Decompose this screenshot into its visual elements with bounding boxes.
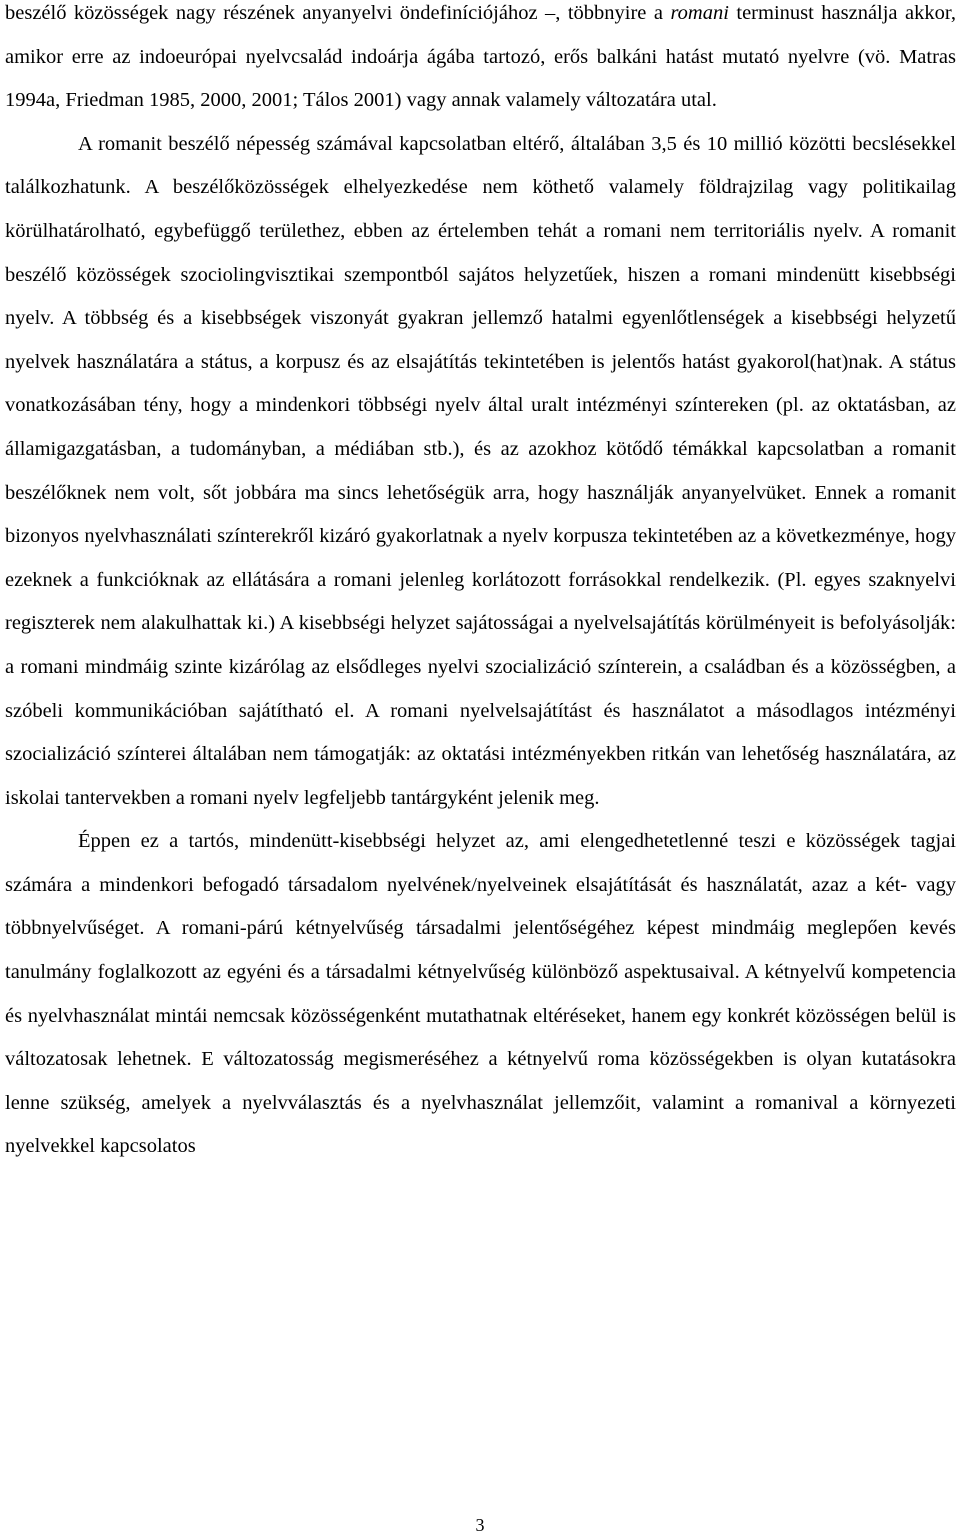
italic-term: romani [670,2,729,24]
page-number: 3 [475,1515,485,1535]
text-segment: beszélő közösségek nagy részének anyanyelvi öndefiníciójához –, többnyire a [5,2,671,24]
text-segment: terminust használja akkor, amikor erre az indoeurópai nyelvcsalád indoárja ágába tartozó, erős balkáni hatást mutató nyelvre (vö. Matras 1994a, Friedman 1985, 2000, 2001; Tálos 2001) vagy annak valamely változatára utal. [5,2,956,112]
body-text [5,0,956,1169]
paragraph-3 [5,820,956,1169]
paragraph-2 [5,123,956,821]
text-segment: A romanit beszélő népesség számával kapcsolatban eltérő, általában 3,5 és 10 millió közötti becslésekkel találkozhatunk. A beszélőközösségek elhelyezkedése nem köthető valamely földrajzilag vagy politikailag körülhatárolható, egybefüggő területhez, ebben az értelemben tehát a romani nem territoriális nyelv. A romanit beszélő közösségek szociolingvisztikai szempontból sajátos helyzetűek, hiszen a romani mindenütt kisebbségi nyelv. A többség és a kisebbségek viszonyát gyakran jellemző hatalmi egyenlőtlenségek a kisebbségi helyzetű nyelvek használatára a státus, a korpusz és az elsajátítás tekintetében is jelentős hatást gyakorol(hat)nak. A státus vonatkozásában tény, hogy a mindenkori többségi nyelv által uralt intézményi színtereken (pl. az oktatásban, az államigazgatásban, a tudományban, a médiában stb.), és az azokhoz kötődő témákkal kapcsolatban a romanit beszélőknek nem volt, sőt jobbára ma sincs lehetőségük arra, hogy használják anyanyelvüket. Ennek a romanit bizonyos nyelvhasználati színterekről kizáró gyakorlatnak a nyelv korpusza tekintetében az a következménye, hogy ezeknek a funkcióknak az ellátására a romani jelenleg korlátozott forrásokkal rendelkezik. (Pl. egyes szaknyelvi regiszterek nem alakulhattak ki.) A kisebbségi helyzet sajátosságai a nyelvelsajátítás körülményeit is befolyásolják: a romani mindmáig szinte kizárólag az elsődleges nyelvi szocializáció színterein, a családban és a közösségben, a szóbeli kommunikációban sajátítható el. A romani nyelvelsajátítást és használatot a másodlagos intézményi szocializáció színterei általában nem támogatják: az oktatási intézményekben ritkán van lehetőség használatára, az iskolai tantervekben a romani nyelv legfeljebb tantárgyként jelenik meg. [5,132,956,809]
text-segment: Éppen ez a tartós, mindenütt-kisebbségi helyzet az, ami elengedhetetlenné teszi e közösségek tagjai számára a mindenkori befogadó társadalom nyelvének/nyelveinek elsajátítását és használatát, azaz a két- vagy többnyelvűséget. A romani-párú kétnyelvűség társadalmi jelentőségéhez képest mindmáig meglepően kevés tanulmány foglalkozott az egyéni és a társadalmi kétnyelvűség különböző aspektusaival. A kétnyelvű kompetencia és nyelvhasználat mintái nemcsak közösségenként mutathatnak eltéréseket, hanem egy konkrét közösségen belül is változatosak lehetnek. E változatosság megismeréséhez a kétnyelvű roma közösségekben is olyan kutatásokra lenne szükség, amelyek a nyelvválasztás és a nyelvhasználat jellemzőit, valamint a romanival a környezeti nyelvekkel kapcsolatos [5,830,956,1158]
paragraph-1 [5,0,956,123]
